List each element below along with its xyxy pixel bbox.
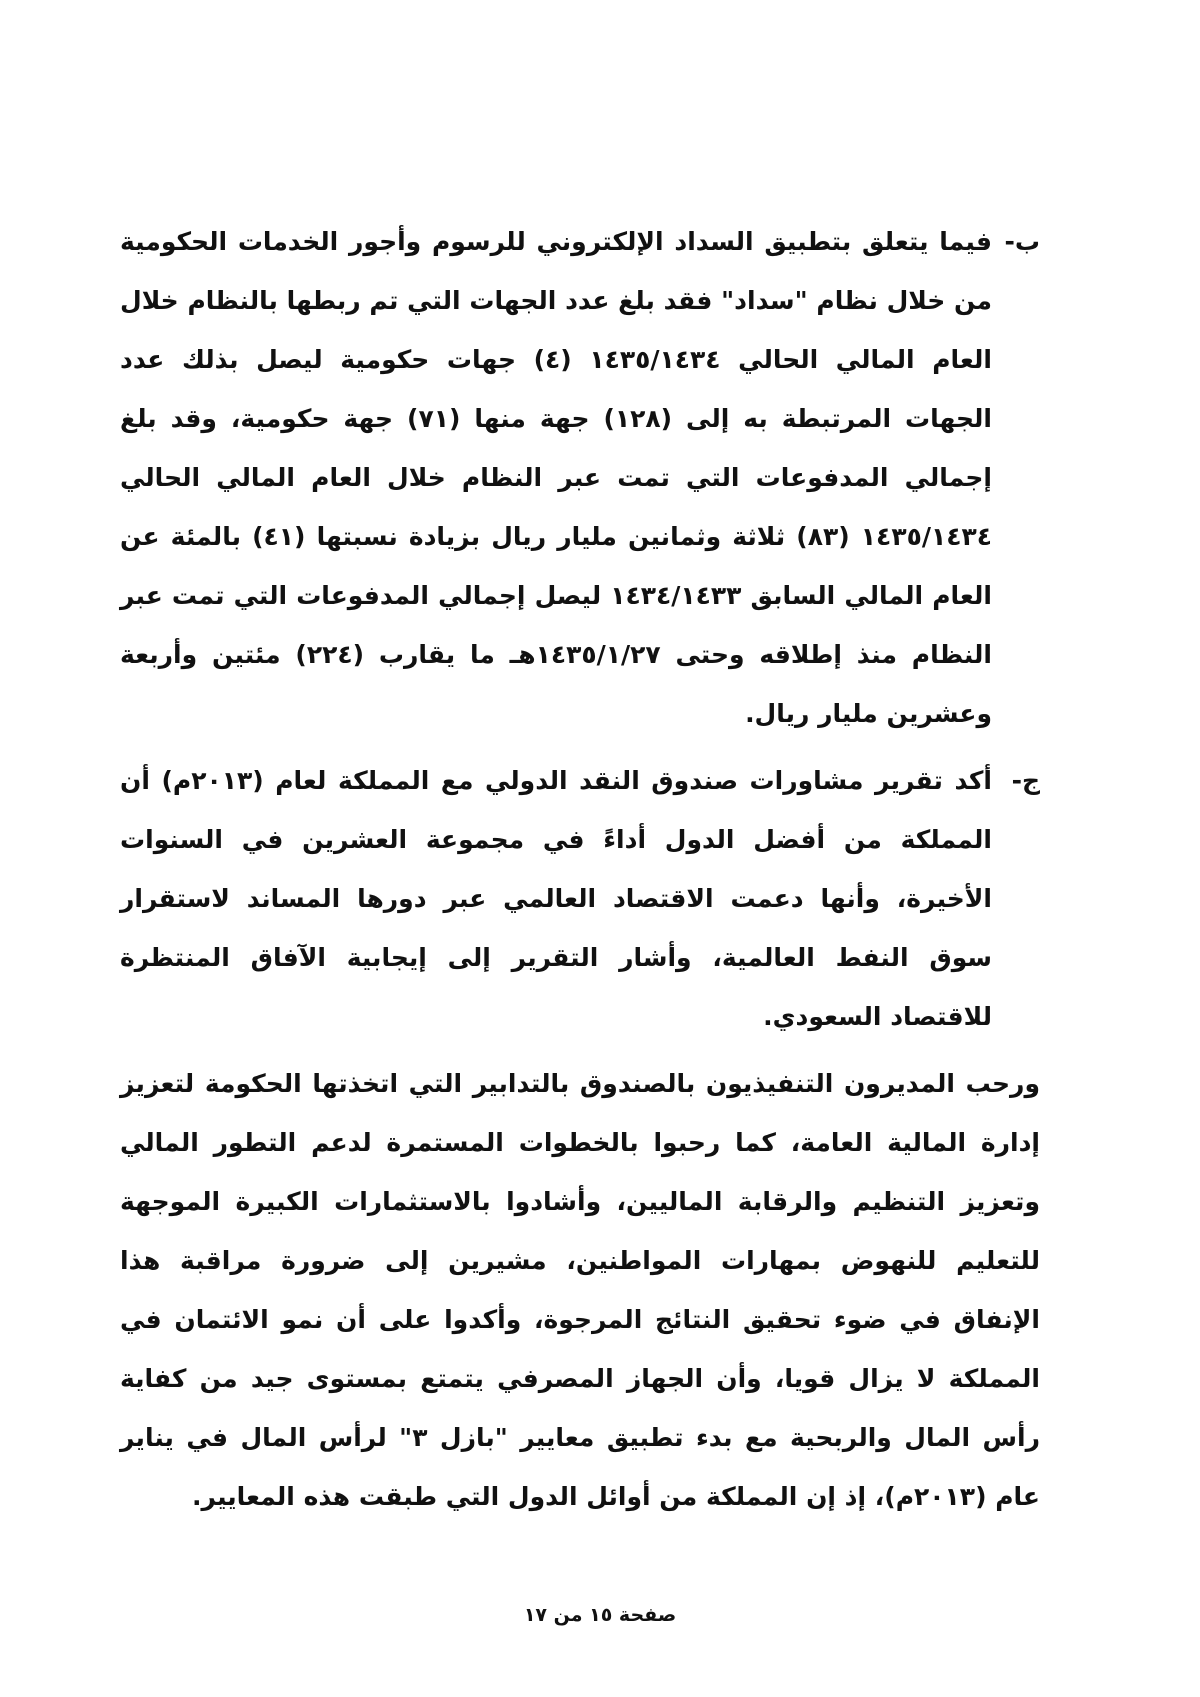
list-item-j <box>120 751 1040 1046</box>
paragraph-text: أكد تقرير مشاورات صندوق النقد الدولي مع المملكة لعام (٢٠١٣م) أن المملكة من أفضل الدول أداءً في مجموعة العشرين في السنوات الأخيرة، وأنها دعمت الاقتصاد العالمي عبر دورها المساند لاستقرار سوق النفط العالمية، وأشار التقرير إلى إيجابية الآفاق المنتظرة للاقتصاد السعودي. <box>120 766 992 1031</box>
paragraph-text: فيما يتعلق بتطبيق السداد الإلكتروني للرسوم وأجور الخدمات الحكومية من خلال نظام "سداد" فقد بلغ عدد الجهات التي تم ربطها بالنظام خلال العام المالي الحالي ١٤٣٥/١٤٣٤ (٤) جهات حكومية ليصل بذلك عدد الجهات المرتبطة به إلى (١٢٨) جهة منها (٧١) جهة حكومية، وقد بلغ إجمالي المدفوعات التي تمت عبر النظام خلال العام المالي الحالي ١٤٣٥/١٤٣٤ (٨٣) ثلاثة وثمانين مليار ريال بزيادة نسبتها (٤١) بالمئة عن العام المالي السابق ١٤٣٤/١٤٣٣ ليصل إجمالي المدفوعات التي تمت عبر النظام منذ إطلاقه وحتى ١٤٣٥/١/٢٧هـ ما يقارب (٢٢٤) مئتين وأربعة وعشرين مليار ريال. <box>120 227 992 728</box>
list-marker: ب- <box>1004 227 1040 256</box>
page-number-footer: صفحة ١٥ من ١٧ <box>523 1604 677 1626</box>
continuation-paragraph: ورحب المديرون التنفيذيون بالصندوق بالتدابير التي اتخذتها الحكومة لتعزيز إدارة المالية العامة، كما رحبوا بالخطوات المستمرة لدعم التطور المالي وتعزيز التنظيم والرقابة الماليين، وأشادوا بالاستثمارات الكبيرة الموجهة للتعليم للنهوض بمهارات المواطنين، مشيرين إلى ضرورة مراقبة هذا الإنفاق في ضوء تحقيق النتائج المرجوة، وأكدوا على أن نمو الائتمان في المملكة لا يزال قويا، وأن الجهاز المصرفي يتمتع بمستوى جيد من كفاية رأس المال والربحية مع بدء تطبيق معايير "بازل ٣" لرأس المال في يناير عام (٢٠١٣م)، إذ إن المملكة من أوائل الدول التي طبقت هذه المعايير. <box>120 1069 1040 1511</box>
document-body <box>120 212 1040 1526</box>
list-marker: ج- <box>1011 766 1040 795</box>
list-item-b <box>120 212 1040 743</box>
